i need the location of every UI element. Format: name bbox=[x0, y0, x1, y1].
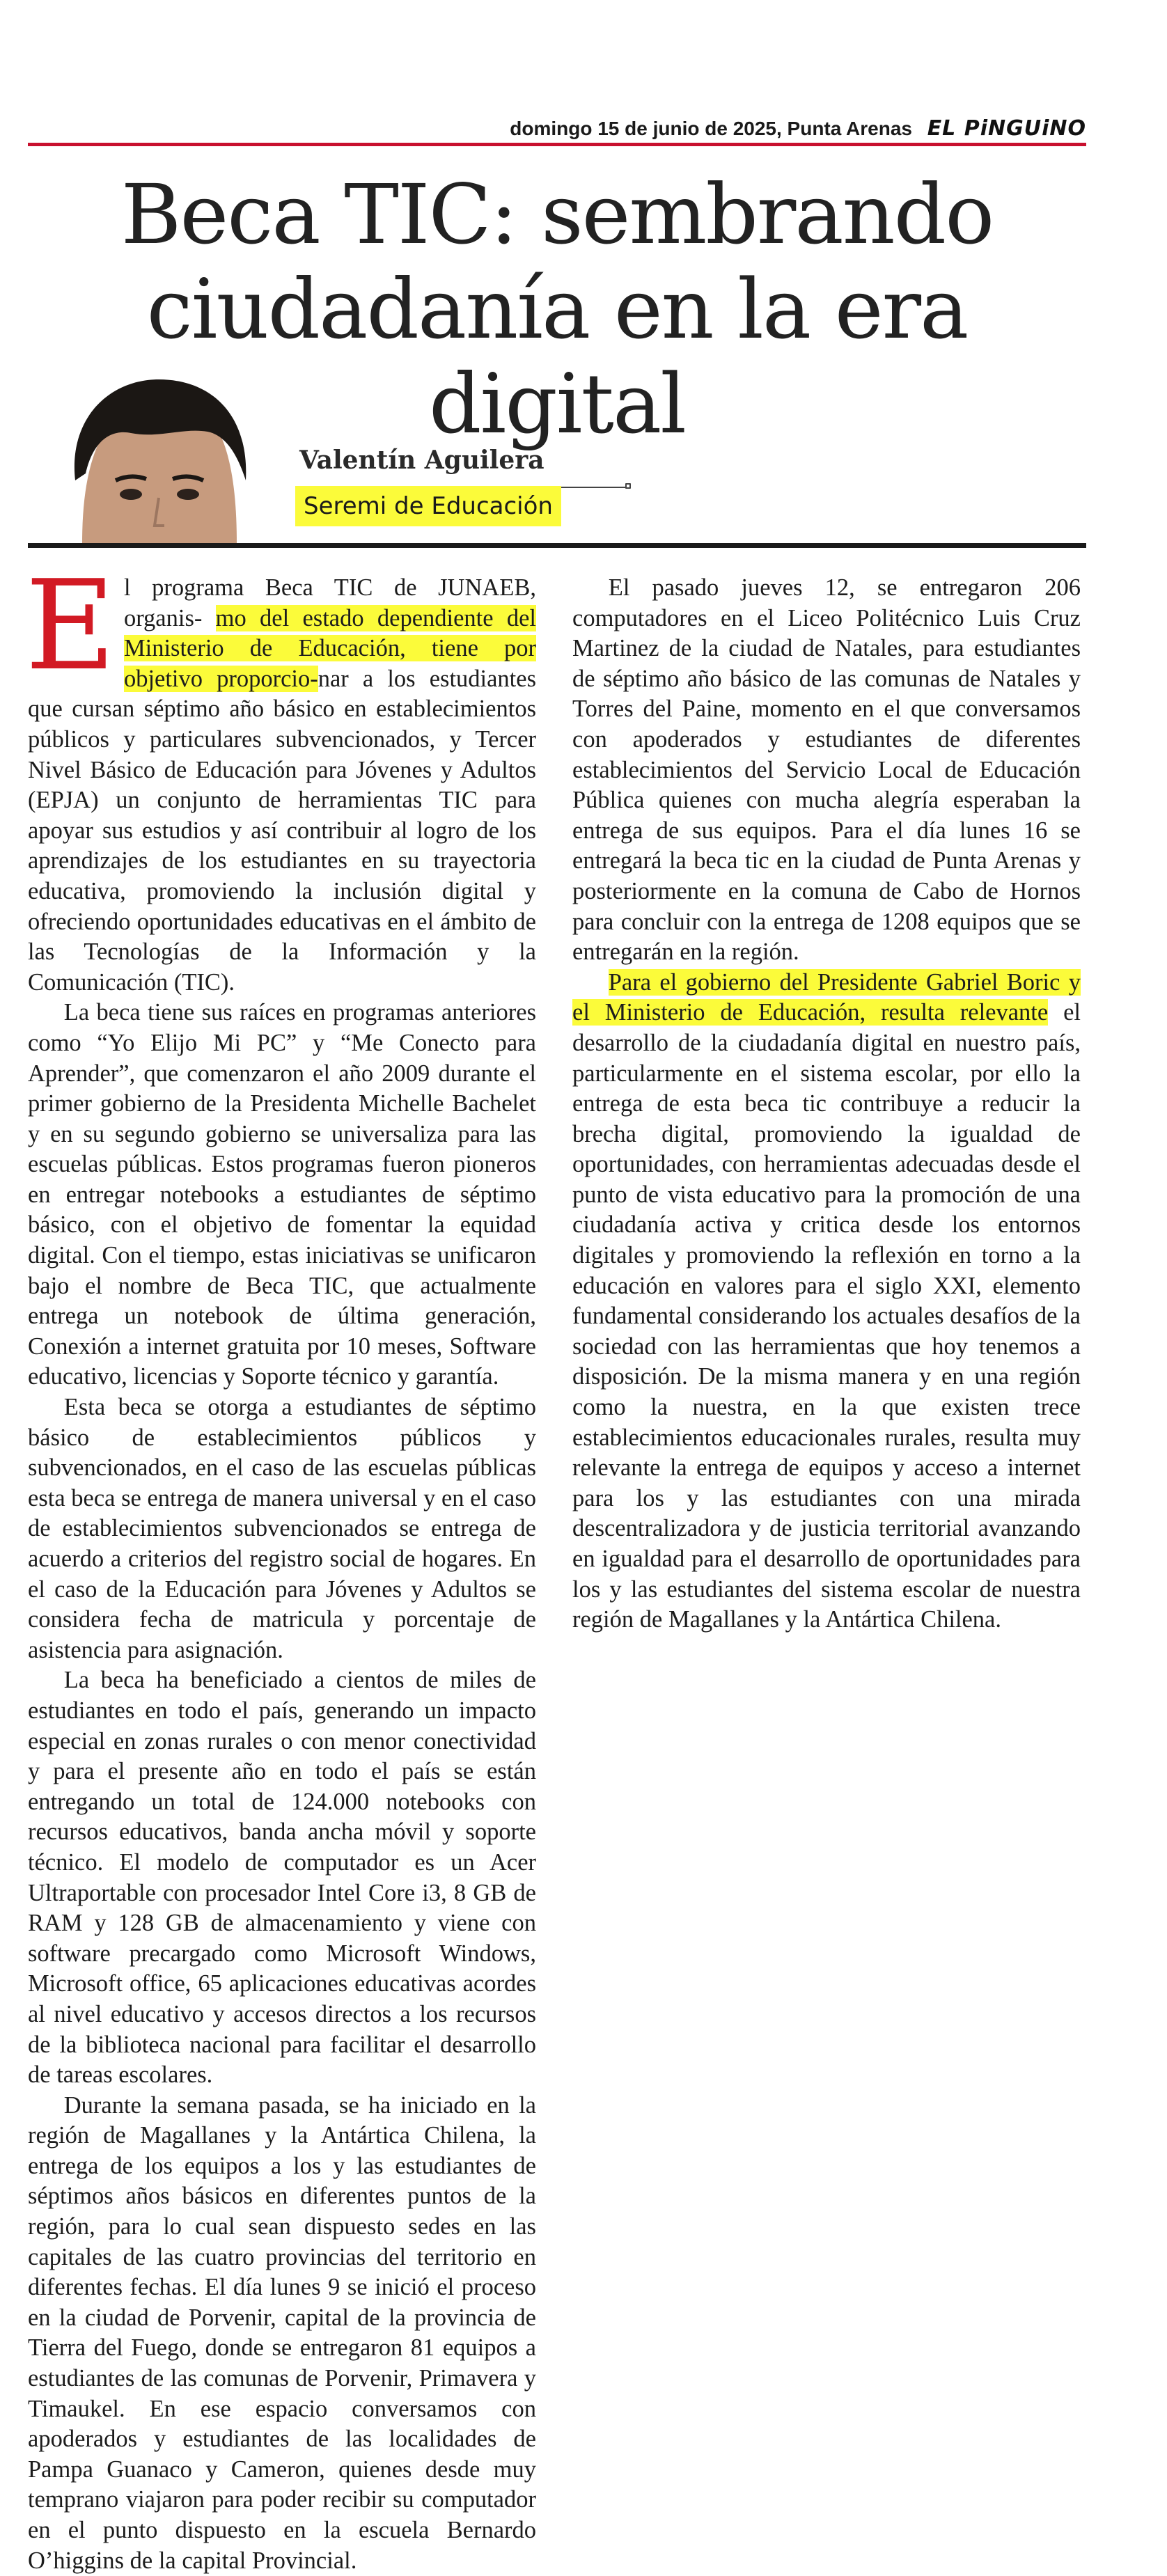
page-header bbox=[28, 111, 1086, 146]
article-column-left bbox=[25, 553, 536, 2576]
highlighted-text: mo del estado dependiente del Ministerio de Educación, tiene por objetivo proporcio- bbox=[123, 604, 536, 692]
article-paragraph: El pasado jueves 12, se entregaron 206 computadores en el Liceo Politécnico Luis Cruz Martinez de la ciudad de Natales, para estudiantes de séptimo año básico de las comunas de Natales y Torres del Paine, momento en el que conversamos con apoderados y estudiantes de diferentes establecimientos del Servicio Local de Educación Pública quienes con mucha alegría esperaban la entrega de sus equipos. Para el día lunes 16 se entregará la beca tic en la ciudad de Punta Arenas y posteriormente en la comuna de Cabo de Hornos para concluir con la entrega de 1208 equipos que se entregarán en la región. bbox=[572, 574, 1081, 966]
article-paragraph bbox=[25, 553, 536, 998]
article-paragraph: La beca tiene sus raíces en programas anteriores como “Yo Elijo Mi PC” y “Me Conecto para Aprender”, que comenzaron el año 2009 durante el primer gobierno de la Presidenta Michelle Bachelet y en su segundo gobierno se universaliza para las escuelas públicas. Estos programas fueron pioneros en entregar notebooks a estudiantes de séptimo básico, con el objetivo de fomentar la equidad digital. Con el tiempo, estas iniciativas se unificaron bajo el nombre de Beca TIC, que actualmente entrega un notebook de última generación, Conexión a internet gratuita por 10 meses, Software educativo, licencias y Soporte técnico y garantía. bbox=[28, 999, 536, 1390]
paragraph-text: el desarrollo de la ciudadanía digital en nuestro país, particularmente en el sistema escolar, por ello la entrega de esta beca tic contribuye a reducir la brecha digital, promoviendo la igualdad de oportunidades, con herramientas adecuadas desde el punto de vista educativo para la promoción de una ciudadanía activa y critica desde los entornos digitales y promoviendo la reflexión en torno a la educación en valores para el siglo XXI, elemento fundamental considerando los actuales desafíos de la sociedad con las herramientas que hoy tenemos a disposición. De la misma manera y en una región como la nuestra, en la que existen trece establecimientos educacionales rurales, resulta muy relevante la entrega de equipos y acceso a internet para los y las estudiantes con una mirada descentralizadora y de justicia territorial avanzando en igualdad para el desarrollo de oportunidades para los y las estudiantes del sistema escolar de nuestra región de Magallanes y la Antártica Chilena. bbox=[572, 999, 1081, 1633]
article-paragraph: La beca ha beneficiado a cientos de miles de estudiantes en todo el país, generando un impacto especial en zonas rurales o con menor conectividad y para el presente año en todo el país se están entregando un total de 124.000 notebooks con recursos educativos, banda ancha móvil y soporte técnico. El modelo de computador es un Acer Ultraportable con procesador Intel Core i3, 8 GB de RAM y 128 GB de almacenamiento y viene con software precargado como Microsoft Windows, Microsoft office, 65 aplicaciones educativas acordes al nivel educativo y accesos directos a los recursos de la biblioteca nacional para facilitar el desarrollo de tareas escolares. bbox=[28, 1667, 536, 2089]
author-name: Valentín Aguilera bbox=[299, 446, 545, 475]
dateline: domingo 15 de junio de 2025, Punta Arenas bbox=[510, 118, 912, 139]
article-column-right bbox=[572, 573, 1081, 1635]
headline-line-1: Beca TIC: sembrando bbox=[120, 166, 994, 262]
newspaper-logo: EL PiNGUiNO bbox=[927, 116, 1086, 141]
author-portrait bbox=[54, 376, 263, 543]
highlighted-text: Para el gobierno del Presidente Gabriel Boric y el Ministerio de Educación, resulta relevante bbox=[572, 968, 1081, 1026]
paragraph-text: l programa Beca TIC de JUNAEB, organis- bbox=[123, 574, 536, 631]
author-photo-icon bbox=[54, 376, 263, 543]
article-paragraph bbox=[572, 968, 1081, 1635]
author-divider bbox=[557, 487, 627, 488]
article-paragraph: Esta beca se otorga a estudiantes de séptimo básico de establecimientos públicos y subvencionados, en el caso de las escuelas públicas esta beca se entrega de manera universal y en el caso de establecimientos subvencionados se entrega de acuerdo a criterios del registro social de hogares. En el caso de la Educación para Jóvenes y Adultos se considera fecha de matricula y porcentaje de asistencia para asignación. bbox=[28, 1394, 536, 1663]
author-divider-end bbox=[625, 483, 631, 489]
paragraph-text: nar a los estudiantes que cursan séptimo año básico en establecimientos públicos y particulares subvencionados, y Tercer Nivel Básico de Educación para Jóvenes y Adultos (EPJA) un conjunto de herramientas TIC para apoyar sus estudios y así contribuir al logro de los aprendizajes de los estudiantes en su trayectoria educativa, promoviendo la inclusión digital y ofreciendo oportunidades educativas en el ámbito de las Tecnologías de la Información y la Comunicación (TIC). bbox=[28, 665, 536, 996]
header-rule bbox=[28, 143, 1086, 146]
byline-rule bbox=[28, 543, 1086, 548]
headline-line-2: ciudadanía en la era digital bbox=[146, 261, 968, 452]
author-role: Seremi de Educación bbox=[295, 486, 561, 526]
drop-cap: E bbox=[25, 553, 116, 698]
article-paragraph: Durante la semana pasada, se ha iniciado en la región de Magallanes y la Antártica Chilena, la entrega de los equipos a los y las estudiantes de séptimos años básicos en diferentes puntos de la región, para lo cual sean dispuesto sedes en las capitales de las cuatro provincias del territorio en diferentes fechas. El día lunes 9 se inició el proceso en la ciudad de Porvenir, capital de la provincia de Tierra del Fuego, donde se entregaron 81 equipos a estudiantes de las comunas de Porvenir, Primavera y Timaukel. En ese espacio conversamos con apoderados y estudiantes de las localidades de Pampa Guanaco y Cameron, quienes desde muy temprano viajaron para poder recibir su computador en el punto dispuesto en la escuela Bernardo O’higgins de la capital Provincial. bbox=[28, 2091, 536, 2574]
